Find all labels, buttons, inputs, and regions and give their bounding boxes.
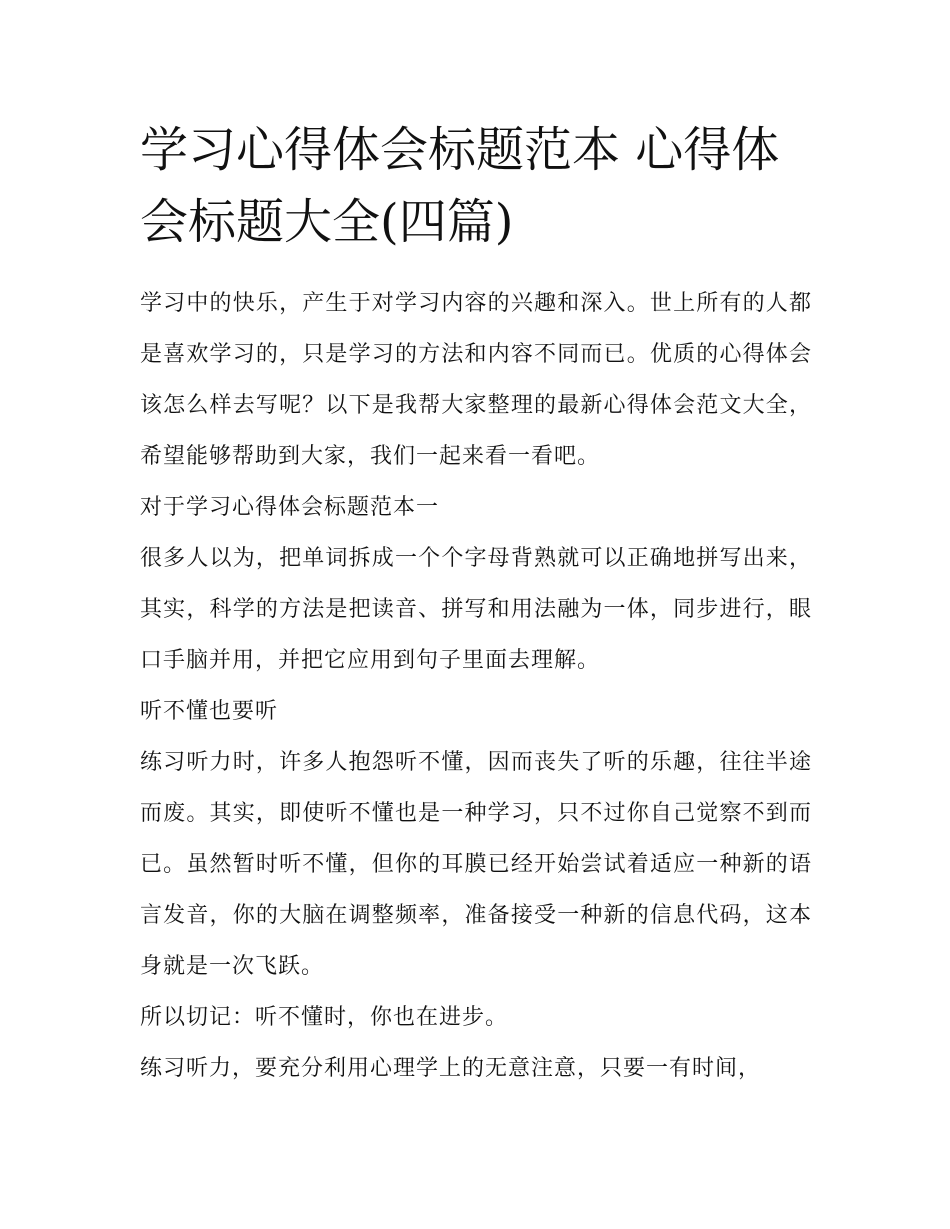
intro-paragraph: 学习中的快乐，产生于对学习内容的兴趣和深入。世上所有的人都是喜欢学习的，只是学习的方法和内容不同而已。优质的心得体会该怎么样去写呢？以下是我帮大家整理的最新心得体会范文大全，希望能够帮助到大家，我们一起来看一看吧。 bbox=[140, 291, 812, 469]
subheading-listen: 听不懂也要听 bbox=[140, 699, 279, 724]
document-title: 学习心得体会标题范本 心得体会标题大全(四篇) bbox=[140, 122, 780, 250]
paragraph-attention: 练习听力，要充分利用心理学上的无意注意，只要一有时间， bbox=[140, 1056, 762, 1081]
section-heading: 对于学习心得体会标题范本一 bbox=[140, 495, 440, 520]
paragraph-spelling: 很多人以为，把单词拆成一个个字母背熟就可以正确地拼写出来，其实，科学的方法是把读音、拼写和用法融为一体，同步进行，眼口手脑并用，并把它应用到句子里面去理解。 bbox=[140, 546, 812, 673]
paragraph-progress: 所以切记：听不懂时，你也在进步。 bbox=[140, 1005, 509, 1030]
paragraph-listening: 练习听力时，许多人抱怨听不懂，因而丧失了听的乐趣，往往半途而废。其实，即使听不懂也是一种学习，只不过你自己觉察不到而已。虽然暂时听不懂，但你的耳膜已经开始尝试着适应一种新的语言发音，你的大脑在调整频率，准备接受一种新的信息代码，这本身就是一次飞跃。 bbox=[140, 750, 812, 979]
document-body bbox=[140, 278, 812, 1094]
